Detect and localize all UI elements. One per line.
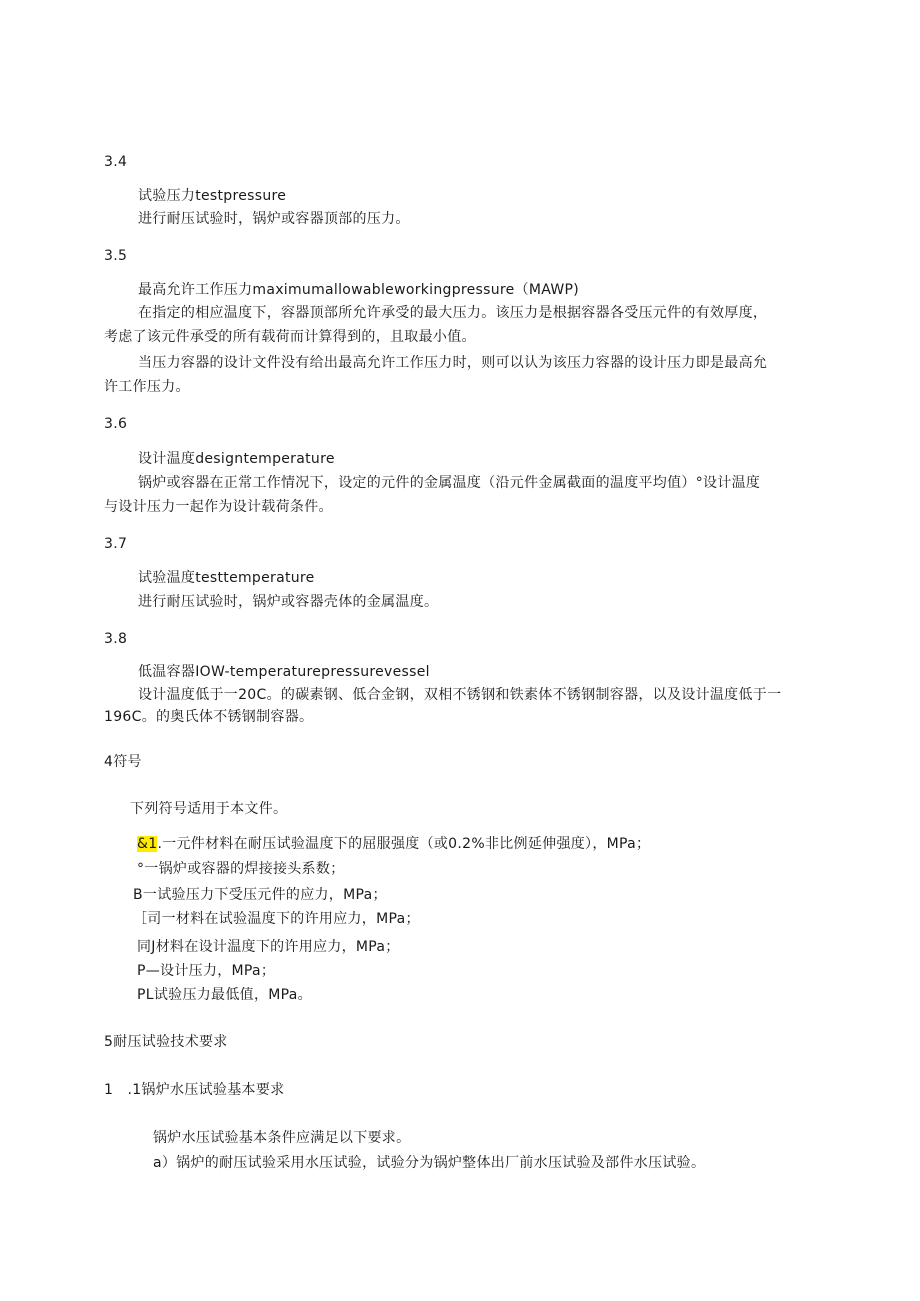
section-number-3-8: 3.8 (104, 631, 128, 647)
highlighted-text: &1 (137, 836, 158, 852)
definition-design-temperature-line1: 锅炉或容器在正常工作情况下，设定的元件的金属温度（沿元件金属截面的温度平均值）°设计温度 (138, 475, 761, 491)
symbol-item-1-text: .一元件材料在耐压试验温度下的屈服强度（或0.2%非比例延伸强度），MPa； (157, 836, 651, 852)
symbol-item-3: B一试验压力下受压元件的应力，MPa； (133, 887, 387, 903)
term-low-temperature-vessel: 低温容器IOW-temperaturepressurevessel (138, 664, 430, 680)
symbols-intro: 下列符号适用于本文件。 (130, 801, 288, 817)
term-test-pressure: 试验压力testpressure (138, 188, 287, 204)
definition-design-temperature-line2: 与设计压力一起作为设计载荷条件。 (104, 499, 333, 515)
section-number-3-4: 3.4 (104, 154, 128, 170)
definition-mawp-line4: 许工作压力。 (104, 379, 190, 395)
definition-test-pressure: 进行耐压试验时，锅炉或容器顶部的压力。 (138, 211, 410, 227)
definition-test-temperature: 进行耐压试验时，锅炉或容器壳体的金属温度。 (138, 594, 439, 610)
section-number-3-6: 3.6 (104, 416, 128, 432)
boiler-hydrotest-intro: 锅炉水压试验基本条件应满足以下要求。 (153, 1130, 411, 1146)
symbol-item-7: PL试验压力最低值，MPa。 (137, 987, 312, 1003)
term-mawp: 最高允许工作压力maximumallowableworkingpressure（MAWP) (138, 282, 580, 298)
symbol-item-6: P—设计压力，MPa； (137, 963, 276, 979)
subsection-heading-boiler-hydrotest: 1 .1锅炉水压试验基本要求 (104, 1082, 285, 1098)
symbol-item-1 (137, 834, 650, 854)
term-test-temperature: 试验温度testtemperature (138, 570, 315, 586)
term-design-temperature: 设计温度designtemperature (138, 451, 335, 467)
section-number-3-5: 3.5 (104, 248, 128, 264)
section-heading-requirements: 5耐压试验技术要求 (104, 1034, 228, 1050)
symbol-item-4: ［司一材料在试验温度下的许用应力，MPa； (133, 911, 420, 927)
section-heading-symbols: 4符号 (104, 754, 142, 770)
definition-low-temperature-line1: 设计温度低于一20C。的碳素钢、低合金钢，双相不锈钢和铁素体不锈钢制容器，以及设计温度低于一 (138, 687, 782, 703)
symbol-item-2: °一锅炉或容器的焊接接头系数； (137, 861, 345, 877)
section-number-3-7: 3.7 (104, 536, 128, 552)
symbol-item-5: 同J材料在设计温度下的许用应力，MPa； (137, 939, 400, 955)
boiler-hydrotest-item-a: a）锅炉的耐压试验采用水压试验，试验分为锅炉整体出厂前水压试验及部件水压试验。 (153, 1155, 706, 1171)
definition-mawp-line3: 当压力容器的设计文件没有给出最高允许工作压力时，则可以认为该压力容器的设计压力即是最高允 (138, 355, 768, 371)
definition-low-temperature-line2: 196C。的奥氏体不锈钢制容器。 (104, 709, 314, 725)
definition-mawp-line2: 考虑了该元件承受的所有载荷而计算得到的，且取最小值。 (104, 329, 476, 345)
definition-mawp-line1: 在指定的相应温度下，容器顶部所允许承受的最大压力。该压力是根据容器各受压元件的有效厚度， (138, 305, 768, 321)
